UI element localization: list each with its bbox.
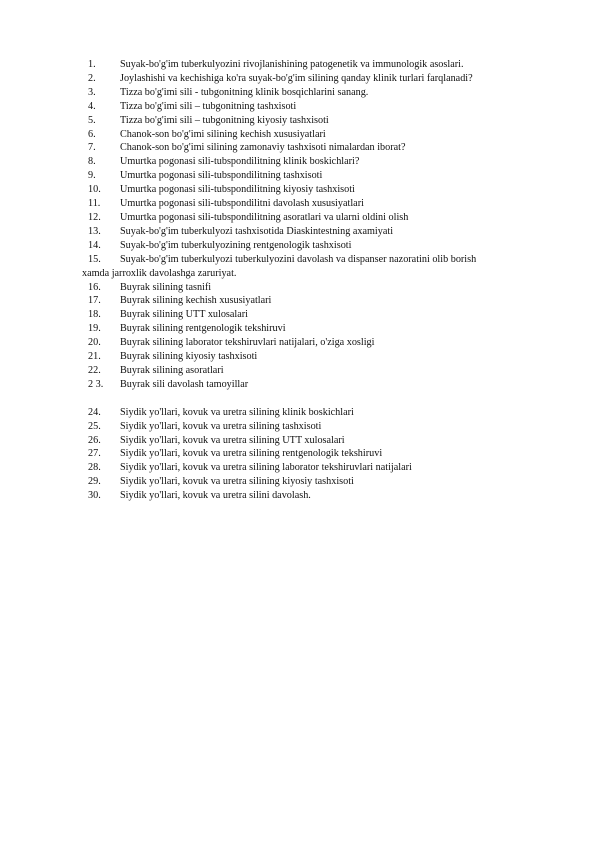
- list-item: [88, 141, 558, 155]
- item-number: 2.: [88, 72, 96, 84]
- item-number: 16.: [88, 281, 101, 293]
- item-text: Umurtka pogonasi sili-tubspondilitning kiyosiy tashxisoti: [120, 184, 355, 196]
- item-text: Buyrak silining tasnifi: [120, 281, 212, 293]
- question-group-urinary-tract: [88, 406, 558, 503]
- item-number: 21.: [88, 351, 101, 363]
- item-text: Siydik yo'llari, kovuk va uretra silining tashxisoti: [120, 420, 322, 432]
- item-text: Suyak-bo'g'im tuberkulyozi tuberkulyozini davolash va dispanser nazoratini olib borish: [120, 253, 477, 265]
- list-item: [88, 86, 558, 100]
- list-item: [88, 447, 558, 461]
- item-number: 4.: [88, 100, 96, 112]
- item-text: Siydik yo'llari, kovuk va uretra silining rentgenologik tekshiruvi: [120, 448, 383, 460]
- list-item: [88, 420, 558, 434]
- list-item: [82, 253, 558, 281]
- item-text: Umurtka pogonasi sili-tubspondilitning klinik boskichlari?: [120, 156, 360, 168]
- item-text: Suyak-bo'g'im tuberkulyozini rivojlanishining patogenetik va immunologik asoslari.: [120, 59, 464, 70]
- item-text: Umurtka pogonasi sili-tubspondilitni davolash xususiyatlari: [120, 198, 364, 210]
- item-number: 20.: [88, 337, 101, 349]
- item-text: Buyrak sili davolash tamoyillar: [120, 378, 249, 390]
- list-item: [88, 378, 558, 392]
- item-text: Siydik yo'llari, kovuk va uretra silining UTT xulosalari: [120, 434, 345, 446]
- list-item: [88, 72, 558, 86]
- list-item: [88, 406, 558, 420]
- item-number: 27.: [88, 448, 101, 460]
- item-text: Suyak-bo'g'im tuberkulyozining rentgenologik tashxisoti: [120, 239, 352, 251]
- list-item: [88, 169, 558, 183]
- item-number: 6.: [88, 128, 96, 140]
- list-item: [88, 155, 558, 169]
- list-item: [88, 294, 558, 308]
- list-item: [88, 225, 558, 239]
- list-item: [88, 336, 558, 350]
- list-item: [88, 114, 558, 128]
- item-text: Chanok-son bo'g'imi silining kechish xususiyatlari: [120, 128, 326, 140]
- item-number: 17.: [88, 295, 101, 307]
- item-text: Buyrak silining UTT xulosalari: [120, 309, 248, 321]
- question-group-kidney: [88, 281, 558, 392]
- list-item: [88, 239, 558, 253]
- item-number: 2 3.: [88, 378, 104, 390]
- item-text: Tizza bo'g'imi sili – tubgonitning tashxisoti: [120, 100, 297, 112]
- list-item: [88, 364, 558, 378]
- item-number: 26.: [88, 434, 101, 446]
- item-number: 19.: [88, 323, 101, 335]
- item-text: Buyrak silining laborator tekshiruvlari natijalari, o'ziga xosligi: [120, 337, 375, 349]
- item-number: 13.: [88, 225, 101, 237]
- item-number: 24.: [88, 406, 101, 418]
- item-text: Siydik yo'llari, kovuk va uretra silining kiyosiy tashxisoti: [120, 476, 354, 488]
- list-item: [88, 197, 558, 211]
- item-text: Siydik yo'llari, kovuk va uretra silining laborator tekshiruvlari natijalari: [120, 462, 412, 474]
- item-number: 29.: [88, 476, 101, 488]
- item-text-continuation: xamda jarroxlik davolashga zaruriyat.: [82, 267, 237, 279]
- list-item: [88, 322, 558, 336]
- list-item: [88, 461, 558, 475]
- item-text: Umurtka pogonasi sili-tubspondilitning asoratlari va ularni oldini olish: [120, 211, 409, 223]
- item-number: 11.: [88, 198, 101, 210]
- item-text: Siydik yo'llari, kovuk va uretra silini davolash.: [120, 490, 311, 502]
- item-number: 8.: [88, 156, 96, 168]
- item-number: 15.: [88, 253, 101, 265]
- question-group-bone-joint: [88, 58, 558, 253]
- item-number: 3.: [88, 86, 96, 98]
- item-number: 30.: [88, 490, 101, 502]
- item-number: 10.: [88, 184, 101, 196]
- item-number: 28.: [88, 462, 101, 474]
- section-spacer: [88, 392, 558, 406]
- item-number: 1.: [88, 59, 96, 70]
- list-item: [88, 211, 558, 225]
- list-item: [88, 434, 558, 448]
- list-item: [88, 475, 558, 489]
- item-text: Tizza bo'g'imi sili - tubgonitning klinik bosqichlarini sanang.: [120, 86, 369, 98]
- item-text: Buyrak silining rentgenologik tekshiruvi: [120, 323, 286, 335]
- item-number: 18.: [88, 309, 101, 321]
- list-item: [88, 58, 558, 72]
- item-text: Umurtka pogonasi sili-tubspondilitning tashxisoti: [120, 170, 323, 182]
- item-text: Joylashishi va kechishiga ko'ra suyak-bo'g'im silining qanday klinik turlari farqlanadi?: [120, 72, 473, 84]
- item-text: Buyrak silining kechish xususiyatlari: [120, 295, 272, 307]
- item-number: 22.: [88, 364, 101, 376]
- item-number: 5.: [88, 114, 96, 126]
- item-text: Tizza bo'g'imi sili – tubgonitning kiyosiy tashxisoti: [120, 114, 329, 126]
- item-text: Chanok-son bo'g'imi silining zamonaviy tashxisoti nimalardan iborat?: [120, 142, 406, 154]
- list-item: [88, 100, 558, 114]
- item-text: Buyrak silining asoratlari: [120, 364, 224, 376]
- item-text: Buyrak silining kiyosiy tashxisoti: [120, 351, 258, 363]
- item-number: 9.: [88, 170, 96, 182]
- item-number: 25.: [88, 420, 101, 432]
- item-number: 7.: [88, 142, 96, 154]
- list-item: [88, 308, 558, 322]
- item-text: Suyak-bo'g'im tuberkulyozi tashxisotida Diaskintestning axamiyati: [120, 225, 394, 237]
- list-item: [88, 128, 558, 142]
- question-list: [82, 58, 558, 503]
- item-number: 12.: [88, 211, 101, 223]
- item-text: Siydik yo'llari, kovuk va uretra silining klinik boskichlari: [120, 406, 354, 418]
- list-item: [88, 350, 558, 364]
- list-item: [88, 281, 558, 295]
- item-number: 14.: [88, 239, 101, 251]
- list-item: [88, 489, 558, 503]
- list-item: [88, 183, 558, 197]
